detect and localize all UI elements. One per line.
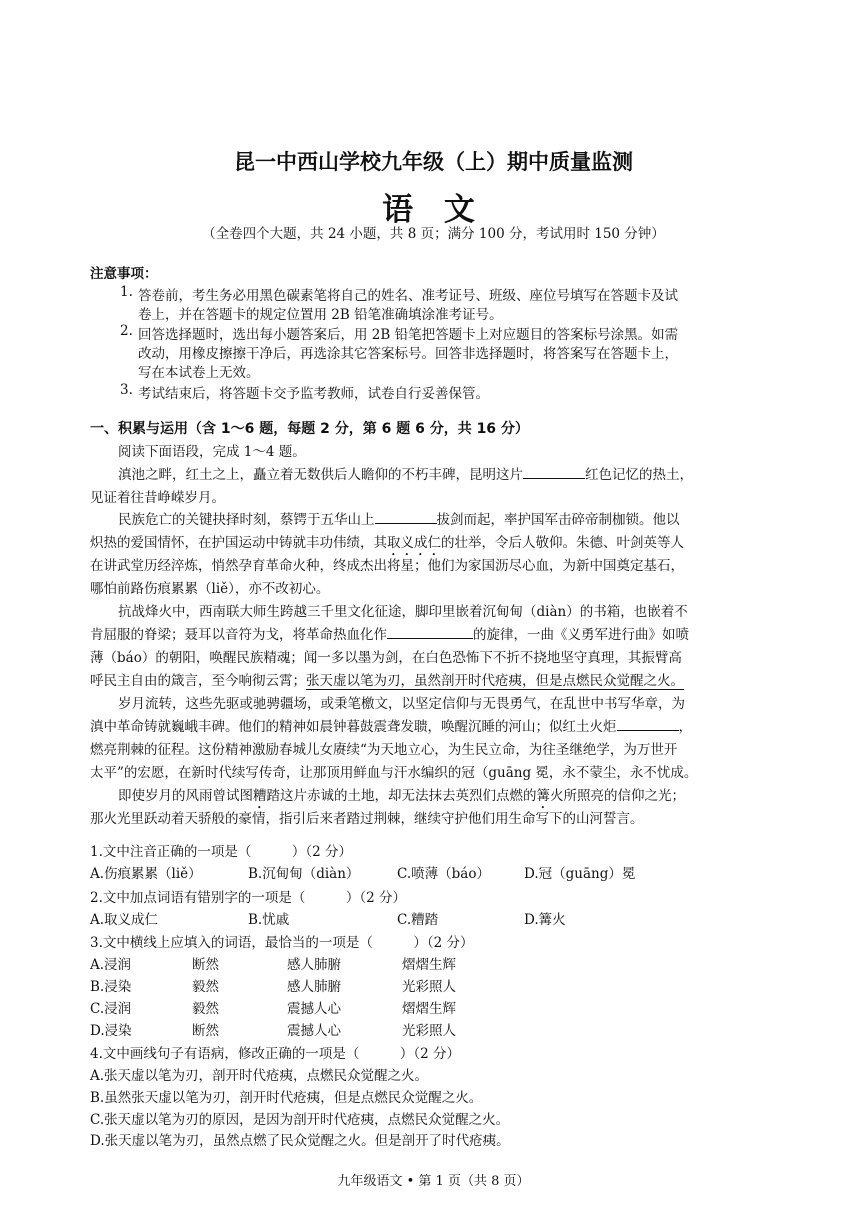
option-word: 震撼人心 bbox=[287, 1001, 341, 1017]
notice-item-line: 写在本试卷上无效。 bbox=[138, 365, 260, 381]
passage-intro: 阅读下面语段，完成 1～4 题。 bbox=[118, 444, 306, 460]
passage-line: 滇池之畔，红土之上，矗立着无数供后人瞻仰的不朽丰碑，昆明这片 红色记忆的热土， bbox=[118, 463, 693, 483]
option-word: 断然 bbox=[192, 957, 219, 973]
notice-item-line: 回答选择题时，选出每小题答案后，用 2B 铅笔把答题卡上对应题目的答案标号涂黑。如需 bbox=[138, 327, 679, 343]
passage-line: 太平”的宏愿，在新时代续写传奇，让那顶用鲜血与汗水编织的冠（guāng 冕，永不蒙尘，永不忧成。 bbox=[90, 765, 698, 781]
option-c: C.张天虚以笔为刃的原因，是因为剖开时代疮痍，点燃民众觉醒之火。 bbox=[90, 1112, 510, 1128]
option-word: 光彩照人 bbox=[402, 1023, 456, 1039]
option-word: 震撼人心 bbox=[287, 1023, 341, 1039]
section-heading: 一、积累与运用（含 1～6 题，每题 2 分，第 6 题 6 分，共 16 分） bbox=[90, 421, 529, 437]
question-stem: 4.文中画线句子有语病，修改正确的一项是（ ）（2 分） bbox=[90, 1046, 461, 1062]
option-d: D.冠（guāng）冕 bbox=[524, 866, 636, 882]
option-a: A.浸润 bbox=[90, 957, 132, 973]
option-c: C.糟踏 bbox=[397, 912, 439, 928]
passage-line: 民族危亡的关键抉择时刻，蔡锷于五华山上 拔剑而起，率护国军击碎帝制枷锁。他以 bbox=[118, 508, 680, 528]
fill-blank-4 bbox=[617, 716, 679, 731]
notice-item-line: 改动，用橡皮擦擦干净后，再选涂其它答案标号。回答非选择题时，将答案写在答题卡上， bbox=[138, 346, 678, 362]
option-word: 感人肺腑 bbox=[287, 957, 341, 973]
passage-line: 见证着往昔峥嵘岁月。 bbox=[90, 490, 225, 506]
fill-blank-2 bbox=[375, 509, 437, 524]
notice-item-number: 3. bbox=[120, 382, 133, 398]
question-stem: 2.文中加点词语有错别字的一项是（ ）（2 分） bbox=[90, 890, 407, 906]
option-word: 毅然 bbox=[192, 1001, 219, 1017]
passage-line: 那火光里跃动着天骄般的豪情，指引后来者踏过荆棘，继续守护他们用生命写下的山河誓言。 bbox=[90, 811, 644, 827]
notice-item-number: 2. bbox=[120, 323, 133, 339]
option-word: 熠熠生辉 bbox=[402, 1001, 456, 1017]
passage-line: 燃亮荆棘的征程。这份精神激励春城儿女赓续“为天地立心，为生民立命，为往圣继绝学，为万世开 bbox=[90, 742, 678, 758]
fill-blank-1 bbox=[523, 464, 585, 479]
option-word: 光彩照人 bbox=[402, 979, 456, 995]
notice-item-line: 卷上，并在答题卡的规定位置用 2B 铅笔准确填涂准考证号。 bbox=[138, 307, 503, 323]
option-word: 断然 bbox=[192, 1023, 219, 1039]
underlined-sentence: 张天虚以笔为刃，虽然剖开时代疮痍，但是点燃民众觉醒之火。 bbox=[306, 673, 684, 689]
passage-line: 呼民主自由的箴言，至今响彻云霄；张天虚以笔为刃，虽然剖开时代疮痍，但是点燃民众觉醒之火。 bbox=[90, 673, 684, 689]
option-d: D.张天虚以笔为刃，虽然点燃了民众觉醒之火。但是剖开了时代疮痍。 bbox=[90, 1133, 510, 1149]
option-d: D.篝火 bbox=[524, 912, 566, 928]
option-b: B.沉甸甸（diàn） bbox=[248, 866, 360, 882]
option-word: 感人肺腑 bbox=[287, 979, 341, 995]
passage-line: 抗战烽火中，西南联大师生跨越三千里文化征途，脚印里嵌着沉甸甸（diàn）的书箱，也嵌着不 bbox=[118, 604, 688, 620]
notice-item-number: 1. bbox=[120, 284, 133, 300]
passage-line: 炽热的爱国情怀，在护国运动中铸就丰功伟绩，其取义成仁的壮举，令后人敬仰。朱德、叶剑英等人 bbox=[90, 535, 684, 551]
passage-line: 肯屈服的脊梁；聂耳以音符为戈，将革命热血化作 的旋律，一曲《义勇军进行曲》如喷 bbox=[90, 623, 689, 643]
notice-item-line: 答卷前，考生务必用黑色碳素笔将自己的姓名、准考证号、班级、座位号填写在答题卡及试 bbox=[138, 288, 678, 304]
question-stem: 3.文中横线上应填入的词语，最恰当的一项是（ ）（2 分） bbox=[90, 935, 474, 951]
fill-blank-3 bbox=[387, 624, 473, 639]
option-a: A.伤痕累累（liě） bbox=[90, 866, 202, 882]
exam-info: （全卷四个大题，共 24 小题，共 8 页；满分 100 分，考试用时 150 分钟） bbox=[202, 226, 665, 242]
option-a: A.张天虚以笔为刃，剖开时代疮痍，点燃民众觉醒之火。 bbox=[90, 1068, 429, 1084]
notice-item-line: 考试结束后，将答题卡交予监考教师，试卷自行妥善保管。 bbox=[138, 386, 489, 402]
subject-title: 语 文 bbox=[382, 192, 485, 228]
notice-heading: 注意事项： bbox=[90, 266, 158, 282]
option-b: B.浸染 bbox=[90, 979, 132, 995]
option-word: 毅然 bbox=[192, 979, 219, 995]
question-stem: 1.文中注音正确的一项是（ ）（2 分） bbox=[90, 844, 353, 860]
passage-line: 岁月流转，这些先驱或驰骋疆场，或秉笔檄文，以坚定信仰与无畏勇气，在乱世中书写华章，为 bbox=[118, 696, 685, 712]
page-footer: 九年级语文 • 第 1 页（共 8 页） bbox=[337, 1174, 530, 1189]
option-word: 熠熠生辉 bbox=[402, 957, 456, 973]
passage-line: 即使岁月的风雨曾试图糟踏这片赤诚的土地，却无法抹去英烈们点燃的篝火所照亮的信仰之光； bbox=[118, 788, 685, 804]
passage-line: 在讲武堂历经淬炼，悄然孕育革命火种，终成杰出将星；他们为家国沥尽心血，为新中国奠定基石， bbox=[90, 558, 684, 574]
option-a: A.取义成仁 bbox=[90, 912, 159, 928]
option-b: B.虽然张天虚以笔为刃，剖开时代疮痍，但是点燃民众觉醒之火。 bbox=[90, 1090, 483, 1106]
option-c: C.喷薄（báo） bbox=[397, 866, 490, 882]
passage-line: 薄（báo）的朝阳，唤醒民族精魂；闻一多以墨为剑，在白色恐怖下不折不挠地坚守真理，其振臂高 bbox=[90, 650, 682, 666]
option-b: B.忧戚 bbox=[248, 912, 290, 928]
passage-line: 滇中革命铸就巍峨丰碑。他们的精神如晨钟暮鼓震聋发聩，唤醒沉睡的河山；似红土火炬 ， bbox=[90, 715, 692, 735]
option-c: C.浸润 bbox=[90, 1001, 132, 1017]
passage-line: 哪怕前路伤痕累累（liě），亦不改初心。 bbox=[90, 581, 330, 597]
option-d: D.浸染 bbox=[90, 1023, 132, 1039]
exam-title: 昆一中西山学校九年级（上）期中质量监测 bbox=[234, 150, 633, 174]
